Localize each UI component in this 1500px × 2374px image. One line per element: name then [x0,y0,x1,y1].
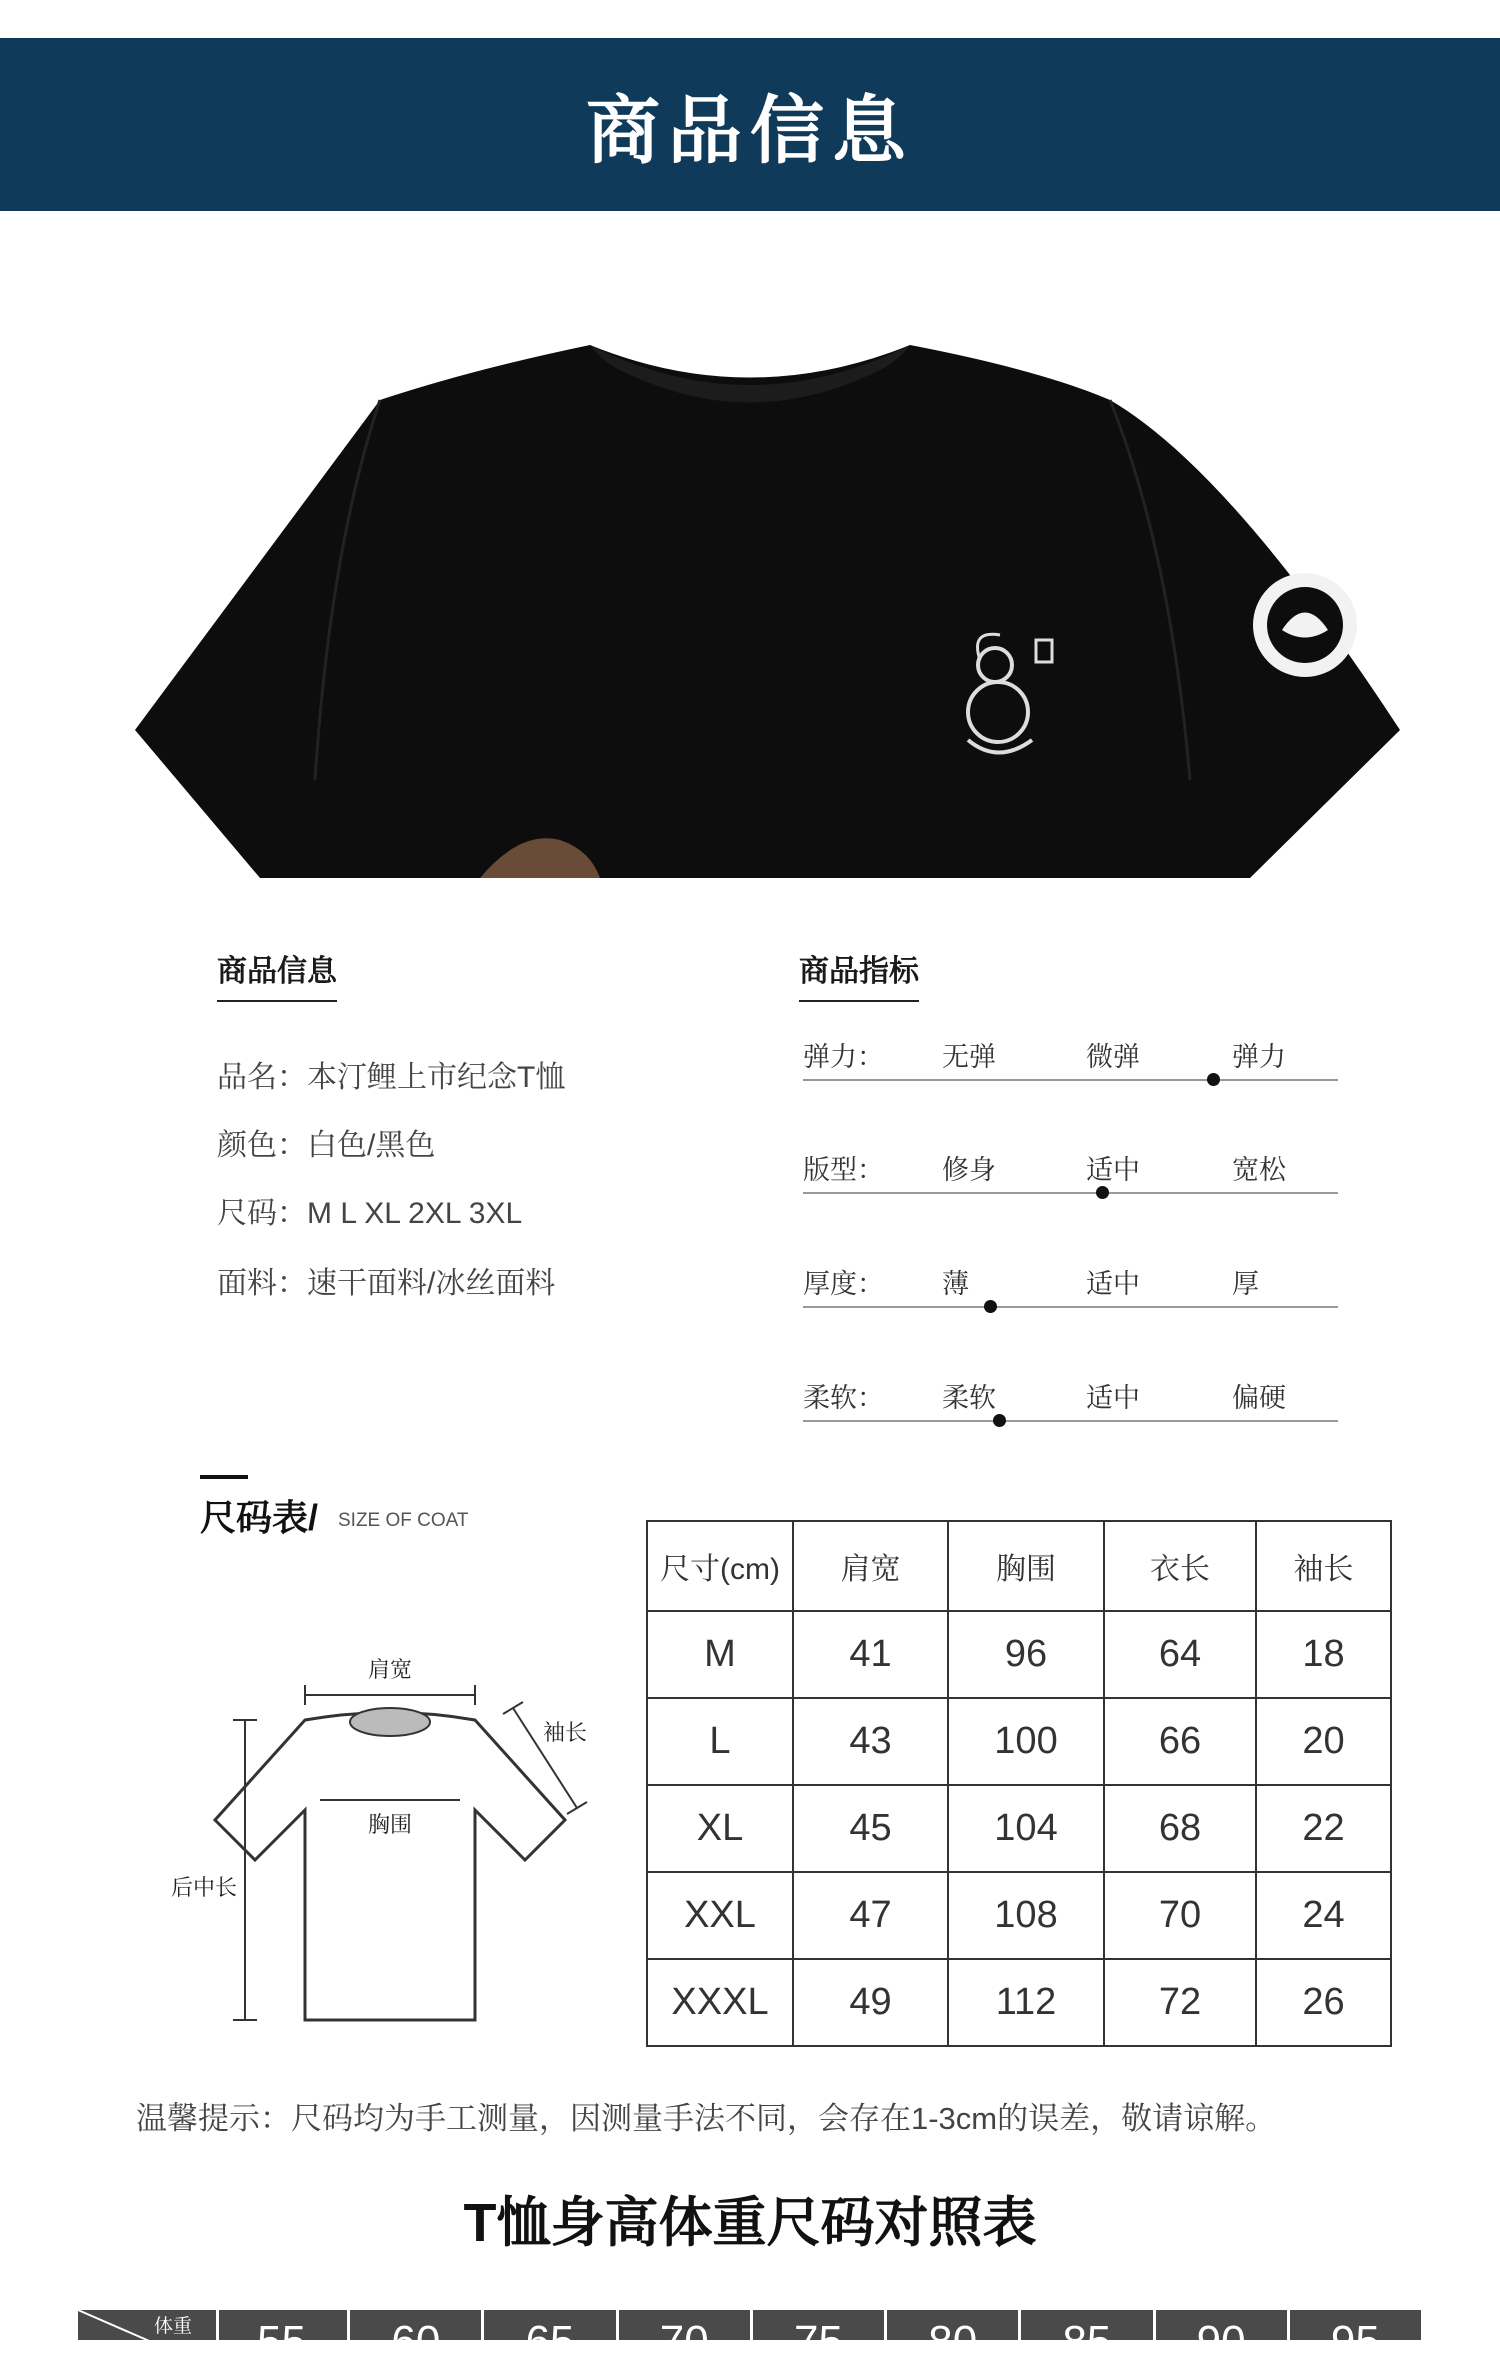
metric-level-dot [1096,1186,1109,1199]
measure-cell: 43 [793,1698,948,1785]
product-metrics-heading: 商品指标 [799,946,919,1002]
sleeve-label: 袖长 [543,1720,588,1745]
sleeve-logo-icon [1253,573,1357,677]
chest-label: 胸围 [367,1812,413,1837]
info-name: 品名：本汀鲤上市纪念T恤 [217,1061,566,1094]
diagonal-divider [78,2310,216,2340]
product-photo [0,330,1500,878]
metric-option: 无弹 [942,1042,996,1072]
info-size: 尺码：M L XL 2XL 3XL [217,1197,523,1230]
weight-cell: 90 [1156,2310,1290,2340]
weight-cell: 70 [619,2310,753,2340]
metric-level-dot [984,1300,997,1313]
metric-row [803,1262,1338,1322]
metric-option: 适中 [1086,1155,1140,1185]
metric-level-dot [993,1414,1006,1427]
measure-cell: 66 [1104,1698,1256,1785]
metric-option: 偏硬 [1232,1383,1286,1413]
compare-chart-title: T恤身高体重尺码对照表 [463,2193,1037,2253]
info-color: 颜色：白色/黑色 [217,1129,436,1162]
shoulder-label: 肩宽 [367,1657,413,1682]
header-banner [0,38,1500,211]
measure-cell: 108 [948,1872,1104,1959]
size-cell: L [647,1698,793,1785]
measure-cell: 49 [793,1959,948,2046]
compare-corner-cell [78,2310,219,2340]
size-chart-subtitle: SIZE OF COAT [338,1510,469,1531]
table-row [647,1611,1391,1698]
metric-option: 适中 [1086,1383,1140,1413]
measure-cell: 96 [948,1611,1104,1698]
table-row [647,1785,1391,1872]
metric-row [803,1148,1338,1208]
compare-header-row [78,2310,1424,2366]
info-fabric: 面料：速干面料/冰丝面料 [217,1267,556,1300]
weight-cell: 60 [350,2310,484,2340]
metric-scale-line [803,1420,1338,1422]
metric-label: 厚度： [803,1269,884,1299]
measure-cell: 24 [1256,1872,1391,1959]
weight-cell: 55 [216,2310,350,2340]
measure-cell: 112 [948,1959,1104,2046]
weight-cell: 75 [753,2310,887,2340]
length-label: 后中长 [171,1875,238,1900]
weight-header-label: 体重 [154,2316,193,2337]
measure-cell: 41 [793,1611,948,1698]
metric-option: 修身 [942,1155,996,1185]
table-row [647,1959,1391,2046]
header-cell: 衣长 [1104,1521,1256,1611]
size-table-header [647,1521,1391,1611]
measure-cell: 45 [793,1785,948,1872]
metric-option: 宽松 [1232,1155,1286,1185]
size-cell: XL [647,1785,793,1872]
weight-cell: 65 [484,2310,618,2340]
size-cell: XXL [647,1872,793,1959]
size-chart-title: 尺码表/ [200,1497,319,1538]
measure-cell: 100 [948,1698,1104,1785]
weight-cell: 95 [1290,2310,1424,2340]
metric-scale-line [803,1079,1338,1081]
metric-label: 弹力： [803,1042,884,1072]
weight-cell: 85 [1021,2310,1155,2340]
product-info-heading: 商品信息 [217,946,337,1002]
metric-option: 适中 [1086,1269,1140,1299]
measure-cell: 47 [793,1872,948,1959]
size-table [646,1520,1392,2047]
measure-cell: 64 [1104,1611,1256,1698]
metric-level-dot [1207,1073,1220,1086]
metric-option: 厚 [1232,1269,1259,1299]
metric-option: 弹力 [1232,1042,1286,1072]
table-row [647,1698,1391,1785]
measure-cell: 18 [1256,1611,1391,1698]
header-cell: 胸围 [948,1521,1104,1611]
size-cell: XXXL [647,1959,793,2046]
metric-label: 柔软： [803,1383,884,1413]
header-cell: 袖长 [1256,1521,1391,1611]
banner-title: 商品信息 [586,88,914,172]
weight-cell: 80 [887,2310,1021,2340]
size-title-accent [200,1475,248,1479]
measure-cell: 22 [1256,1785,1391,1872]
measure-cell: 72 [1104,1959,1256,2046]
metric-scale-line [803,1192,1338,1194]
measure-cell: 68 [1104,1785,1256,1872]
metric-option: 薄 [942,1269,969,1299]
table-row [647,1872,1391,1959]
measurement-note: 温馨提示：尺码均为手工测量，因测量手法不同，会存在1-3cm的误差，敬请谅解。 [136,2101,1277,2136]
metric-option: 微弹 [1086,1042,1140,1072]
metric-option: 柔软 [942,1383,996,1413]
measure-cell: 70 [1104,1872,1256,1959]
metric-scale-line [803,1306,1338,1308]
measure-cell: 104 [948,1785,1104,1872]
size-cell: M [647,1611,793,1698]
metric-row [803,1376,1338,1436]
measure-cell: 20 [1256,1698,1391,1785]
shirt-measure-diagram [165,1657,615,2040]
header-cell: 尺寸(cm) [647,1521,793,1611]
metric-row [803,1035,1338,1095]
metric-label: 版型： [803,1155,884,1185]
measure-cell: 26 [1256,1959,1391,2046]
header-cell: 肩宽 [793,1521,948,1611]
